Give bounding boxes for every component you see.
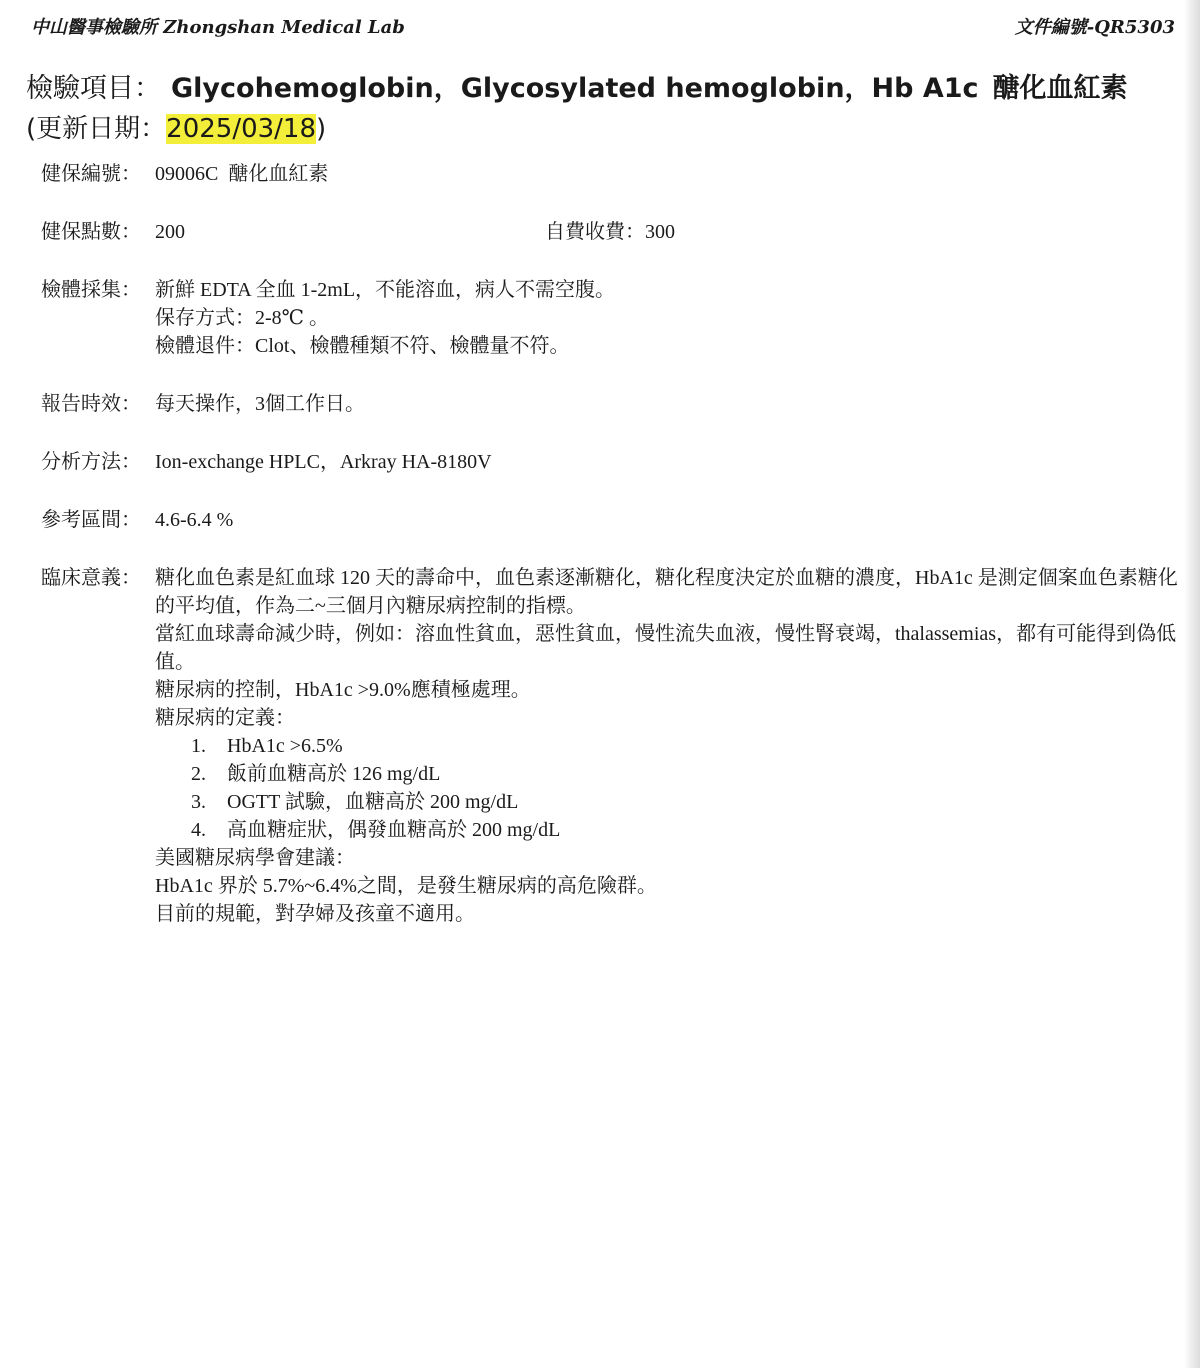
clinical-para-3: 糖尿病的控制，HbA1c >9.0%應積極處理。 bbox=[155, 679, 531, 701]
list-item bbox=[155, 788, 1190, 816]
clinical-content bbox=[155, 564, 1190, 928]
update-date-line bbox=[26, 108, 326, 145]
insurance-points-value: 200 bbox=[155, 221, 185, 243]
test-item-title bbox=[26, 66, 1128, 105]
test-item-chinese-name: 醣化血紅素 bbox=[992, 73, 1128, 104]
list-number: 4. bbox=[191, 819, 206, 841]
self-pay bbox=[545, 218, 675, 246]
lab-name: 中山醫事檢驗所 Zhongshan Medical Lab bbox=[31, 17, 405, 38]
test-item-label: 檢驗項目： bbox=[26, 73, 161, 104]
list-text: HbA1c >6.5% bbox=[227, 735, 343, 757]
list-number: 2. bbox=[191, 763, 206, 785]
clinical-label: 臨床意義： bbox=[41, 567, 141, 589]
report-time-label: 報告時效： bbox=[41, 393, 141, 415]
update-suffix: ) bbox=[316, 114, 327, 144]
reference-value: 4.6-6.4 % bbox=[155, 509, 234, 531]
update-date: 2025/03/18 bbox=[166, 114, 317, 144]
storage-line: 保存方式：2-8℃ 。 bbox=[155, 307, 330, 329]
self-pay-value: 300 bbox=[645, 221, 675, 243]
test-item-names: Glycohemoglobin，Glycosylated hemoglobin，Hb A1c bbox=[171, 73, 979, 104]
self-pay-label: 自費收費： bbox=[545, 221, 645, 243]
clinical-para-1: 糖化血色素是紅血球 120 天的壽命中，血色素逐漸糖化，糖化程度決定於血糖的濃度，HbA1c 是測定個案血色素糖化的平均值，作為二~三個月內糖尿病控制的指標。 bbox=[155, 567, 1178, 617]
definition-list bbox=[155, 732, 1190, 844]
rejection-line: 檢體退件：Clot、檢體種類不符、檢體量不符。 bbox=[155, 335, 570, 357]
insurance-code-label: 健保編號： bbox=[41, 163, 141, 185]
clinical-para-7: 目前的規範，對孕婦及孩童不適用。 bbox=[155, 903, 475, 925]
specimen-line: 新鮮 EDTA 全血 1-2mL，不能溶血，病人不需空腹。 bbox=[155, 279, 616, 301]
list-text: 飯前血糖高於 126 mg/dL bbox=[227, 763, 441, 785]
list-number: 3. bbox=[191, 791, 206, 813]
list-item bbox=[155, 732, 1190, 760]
list-text: 高血糖症狀，偶發血糖高於 200 mg/dL bbox=[227, 819, 561, 841]
clinical-para-5: 美國糖尿病學會建議： bbox=[155, 847, 355, 869]
update-prefix: (更新日期： bbox=[26, 114, 167, 144]
list-number: 1. bbox=[191, 735, 206, 757]
list-text: OGTT 試驗，血糖高於 200 mg/dL bbox=[227, 791, 519, 813]
report-time-value: 每天操作，3個工作日。 bbox=[155, 393, 365, 415]
reference-label: 參考區間： bbox=[41, 509, 141, 531]
clinical-para-2: 當紅血球壽命減少時，例如：溶血性貧血，惡性貧血，慢性流失血液，慢性腎衰竭，thalassemias，都有可能得到偽低值。 bbox=[155, 623, 1177, 673]
specimen-label: 檢體採集： bbox=[41, 279, 141, 301]
clinical-para-6: HbA1c 界於 5.7%~6.4%之間，是發生糖尿病的高危險群。 bbox=[155, 875, 657, 897]
list-item bbox=[155, 760, 1190, 788]
method-value: Ion-exchange HPLC，Arkray HA-8180V bbox=[155, 451, 492, 473]
method-label: 分析方法： bbox=[41, 451, 141, 473]
specimen-content bbox=[155, 276, 615, 360]
insurance-code-value: 09006C 醣化血紅素 bbox=[155, 163, 329, 185]
document-number: 文件編號-QR5303 bbox=[1014, 17, 1175, 38]
clinical-para-4: 糖尿病的定義： bbox=[155, 707, 295, 729]
insurance-points-label: 健保點數： bbox=[41, 221, 141, 243]
list-item bbox=[155, 816, 1190, 844]
